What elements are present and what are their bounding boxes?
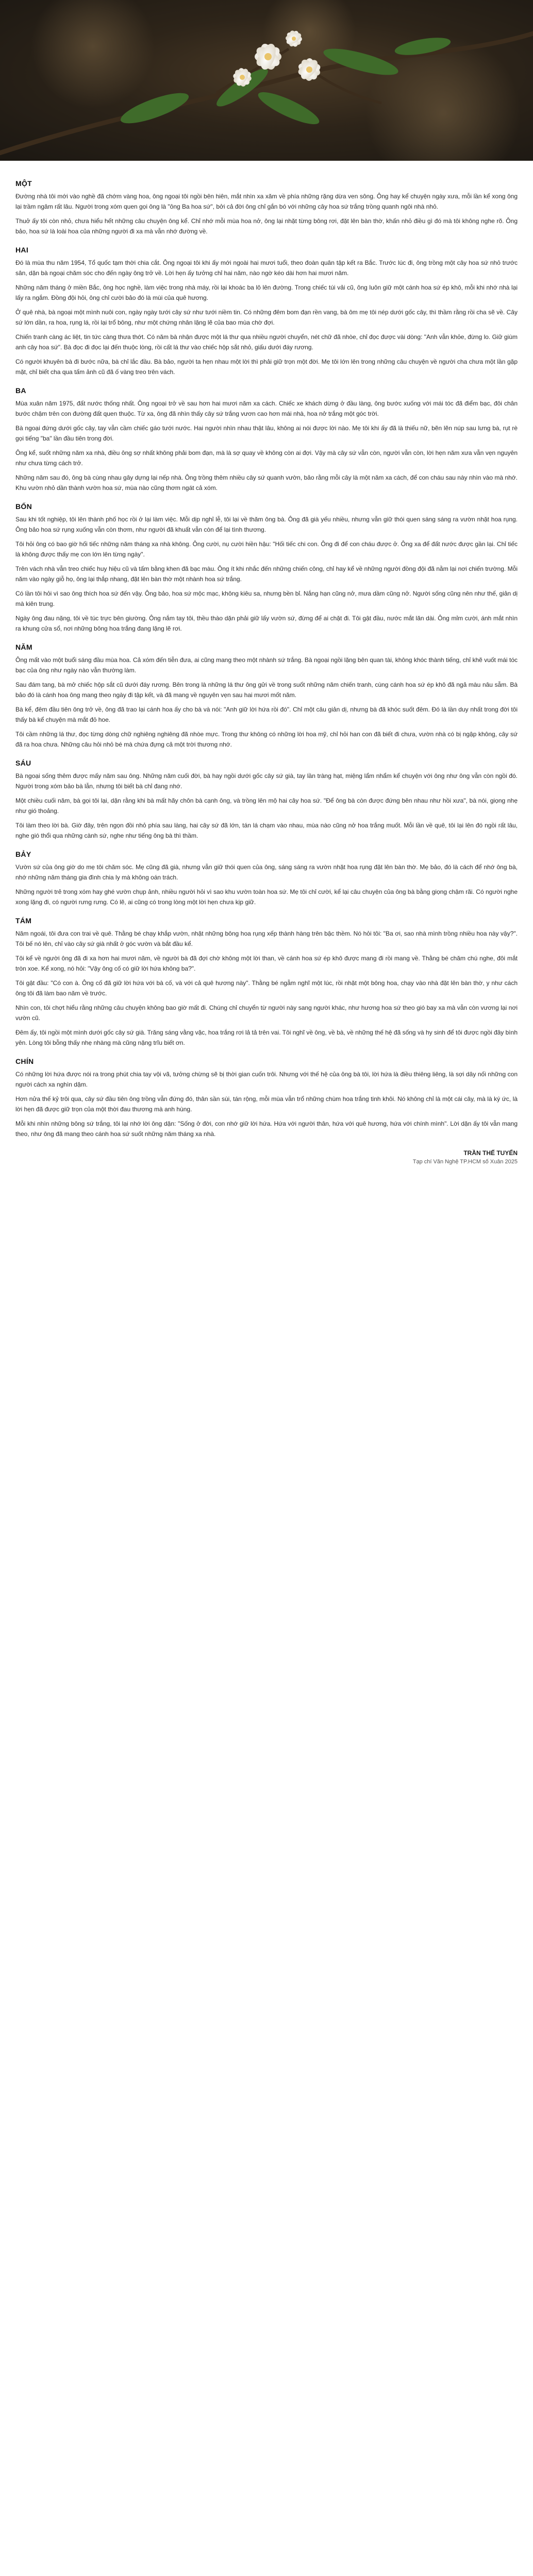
section-heading: MỘT: [15, 179, 32, 188]
article-paragraph: Bà ngoại sống thêm được mấy năm sau ông. Những năm cuối đời, bà hay ngồi dưới gốc cây sứ già, tay lần tràng hạt, miệng lẩm nhẩm kể chuyện với ông như ông vẫn còn ngồi đó. Người trong xóm bảo bà lẫn, nhưng tôi biết bà chỉ đang nhớ.: [15, 772, 518, 790]
article-signature: [15, 1149, 518, 1165]
article-paragraph: Những người trẻ trong xóm hay ghé vườn chụp ảnh, nhiều người hỏi vì sao khu vườn toàn hoa sứ. Mẹ tôi chỉ cười, kể lại câu chuyện của ông bà bằng giọng chậm rãi. Có người nghe xong lặng đi, có người rưng rưng. Có lẽ, ai cũng có trong lòng một lời hẹn chưa kịp giữ.: [15, 888, 518, 906]
section-heading: CHÍN: [15, 1057, 34, 1065]
hero-image: [0, 0, 533, 161]
article-paragraph: Bà kể, đêm đầu tiên ông trở về, ông đã trao lại cánh hoa ấy cho bà và nói: "Anh giữ lời hứa rồi đó". Chỉ một câu giản dị, nhưng bà đã khóc suốt đêm. Đó là lần duy nhất trong đời tôi thấy bà kể chuyện mà mắt đỏ hoe.: [15, 706, 518, 723]
article-paragraph: Những năm sau đó, ông bà cùng nhau gây dựng lại nếp nhà. Ông trồng thêm nhiều cây sứ quanh vườn, bảo rằng mỗi cây là một năm xa cách, để con cháu sau này nhìn vào mà nhớ. Khu vườn nhỏ dần thành vườn hoa sứ, mùa nào cũng thơm ngát cả xóm.: [15, 474, 518, 492]
article-paragraph: Mỗi khi nhìn những bông sứ trắng, tôi lại nhớ lời ông dặn: "Sống ở đời, con nhớ giữ lời hứa. Hứa với người thân, hứa với quê hương, hứa với chính mình". Lời dặn ấy tôi vẫn mang theo, như ông đã mang theo cánh hoa sứ suốt những năm tháng xa nhà.: [15, 1120, 518, 1138]
section-heading: BẢY: [15, 850, 31, 858]
section-heading: HAI: [15, 246, 29, 254]
article-paragraph: Có những lời hứa được nói ra trong phút chia tay vội vã, tưởng chừng sẽ bị thời gian cuốn trôi. Nhưng với thế hệ của ông bà tôi, lời hứa là điều thiêng liêng, là sợi dây nối những con người cách xa nghìn dặm.: [15, 1071, 518, 1088]
article-paragraph: Bà ngoại đứng dưới gốc cây, tay vẫn cầm chiếc gáo tưới nước. Hai người nhìn nhau thật lâu, không ai nói được lời nào. Mẹ tôi khi ấy đã là thiếu nữ, bẽn lẽn núp sau lưng bà, rụt rè gọi tiếng "ba" lần đầu tiên trong đời.: [15, 425, 518, 442]
article-paragraph: Sau đám tang, bà mở chiếc hộp sắt cũ dưới đáy rương. Bên trong là những lá thư ông gửi về trong suốt những năm chiến tranh, cùng cánh hoa sứ ép khô đã ngả màu nâu sẫm. Bà bảo đó là cánh hoa ông mang theo ngày đi tập kết, và đã mang về nguyên vẹn sau hai mươi mốt năm.: [15, 681, 518, 699]
article-paragraph: Có người khuyên bà đi bước nữa, bà chỉ lắc đầu. Bà bảo, người ta hẹn nhau một lời thì phải giữ trọn một đời. Mẹ tôi lớn lên trong những câu chuyện về người cha chưa một lần gặp mặt, chỉ biết cha qua tấm ảnh cũ đã ố vàng treo trên vách.: [15, 358, 518, 376]
article-paragraph: Tôi hỏi ông có bao giờ hối tiếc những năm tháng xa nhà không. Ông cười, nụ cười hiền hậu: "Hối tiếc chi con. Ông đi để con cháu được ở. Ông xa để đất nước được gần lại. Chỉ tiếc là không được thấy mẹ con lớn lên từng ngày".: [15, 540, 518, 558]
article-paragraph: Đó là mùa thu năm 1954, Tổ quốc tạm thời chia cắt. Ông ngoại tôi khi ấy mới ngoài hai mươi tuổi, theo đoàn quân tập kết ra Bắc. Trước lúc đi, ông trồng một cây hoa sứ nhỏ trước sân, dặn bà ngoại chăm sóc cho đến ngày ông trở về. Lời hẹn ấy tưởng chỉ hai năm, nào ngờ kéo dài hơn hai mươi năm.: [15, 259, 518, 277]
article-paragraph: Những năm tháng ở miền Bắc, ông học nghề, làm việc trong nhà máy, rồi lại khoác ba lô lên đường. Trong chiếc túi vải cũ, ông luôn giữ một cánh hoa sứ ép khô, mỗi khi nhớ nhà lại lấy ra ngắm. Đồng đội hỏi, ông chỉ cười bảo đó là mùi của quê hương.: [15, 284, 518, 301]
section-heading: BA: [15, 386, 26, 395]
section-heading: TÁM: [15, 917, 32, 925]
article-paragraph: Tôi gật đầu: "Có con à. Ông cố đã giữ lời hứa với bà cố, và với cả quê hương này". Thằng bé ngẫm nghĩ một lúc, rồi nhặt một bông hoa, chạy vào nhà đặt lên bàn thờ, y như cách ông tôi đã làm bao năm về trước.: [15, 979, 518, 997]
section-heading: BỐN: [15, 502, 32, 511]
article-paragraph: Ở quê nhà, bà ngoại một mình nuôi con, ngày ngày tưới cây sứ như tưới niềm tin. Có những đêm bom đạn rền vang, bà ôm mẹ tôi nép dưới gốc cây, thì thầm rằng rồi cha sẽ về. Cây sứ lớn dần, ra hoa, rụng lá, rồi lại trổ bông, như một chứng nhân lặng lẽ của bao mùa chờ đợi.: [15, 309, 518, 326]
article-body: [15, 161, 518, 1165]
article-paragraph: Tôi kể về người ông đã đi xa hơn hai mươi năm, về người bà đã đợi chờ không một lời than, về cánh hoa sứ ép khô được mang đi rồi mang về. Thằng bé chăm chú nghe, đôi mắt tròn xoe. Kể xong, nó hỏi: "Vậy ông cố có giữ lời hứa không ba?".: [15, 955, 518, 972]
author-name: TRẦN THẾ TUYỂN: [463, 1149, 518, 1157]
article-paragraph: Vườn sứ của ông giờ do mẹ tôi chăm sóc. Mẹ cũng đã già, nhưng vẫn giữ thói quen của ông, sáng sáng ra vườn nhặt hoa rụng đặt lên bàn thờ. Mẹ bảo, đó là cách để nhớ ông bà, nhớ những năm tháng gia đình chia ly mà không oán trách.: [15, 863, 518, 881]
article-paragraph: Tôi cầm những lá thư, đọc từng dòng chữ nghiêng nghiêng đã nhòe mực. Trong thư không có những lời hoa mỹ, chỉ hỏi han con đã biết đi chưa, vườn nhà có bị ngập không, cây sứ đã ra hoa chưa. Những câu hỏi nhỏ bé mà chứa đựng cả một trời thương nhớ.: [15, 731, 518, 748]
article-paragraph: Ông mất vào một buổi sáng đầu mùa hoa. Cả xóm đến tiễn đưa, ai cũng mang theo một nhành sứ trắng. Bà ngoại ngồi lặng bên quan tài, không khóc thành tiếng, chỉ khẽ vuốt mái tóc bạc của ông như ngày nào vẫn thường làm.: [15, 656, 518, 674]
article-paragraph: Sau khi tốt nghiệp, tôi lên thành phố học rồi ở lại làm việc. Mỗi dịp nghỉ lễ, tôi lại về thăm ông bà. Ông đã già yếu nhiều, nhưng vẫn giữ thói quen sáng sáng ra vườn nhặt hoa rụng. Ông bảo hoa sứ rụng xuống vẫn còn thơm, như người đã khuất vẫn còn để lại tình thương.: [15, 516, 518, 533]
article-paragraph: Năm ngoái, tôi đưa con trai về quê. Thằng bé chạy khắp vườn, nhặt những bông hoa rụng xếp thành hàng trên bậc thềm. Nó hỏi tôi: "Ba ơi, sao nhà mình trồng nhiều hoa này vậy?". Tôi bế nó lên, chỉ vào cây sứ già nhất ở góc vườn và bắt đầu kể.: [15, 930, 518, 947]
article-paragraph: Đêm ấy, tôi ngồi một mình dưới gốc cây sứ già. Trăng sáng vằng vặc, hoa trắng rơi lả tả trên vai. Tôi nghĩ về ông, về bà, về những thế hệ đã sống và hy sinh để tôi được ngồi đây bình yên. Lòng tôi bỗng thấy nhẹ nhàng mà cũng nặng trĩu biết ơn.: [15, 1029, 518, 1046]
white-flowers-illustration: [0, 0, 533, 161]
section-heading: NĂM: [15, 643, 32, 651]
article-paragraph: Chiến tranh càng ác liệt, tin tức càng thưa thớt. Có năm bà nhận được một lá thư qua nhiều người chuyển, nét chữ đã nhòe, chỉ đọc được vài dòng: "Anh vẫn khỏe, đừng lo. Giữ giùm anh cây hoa sứ". Bà đọc đi đọc lại đến thuộc lòng, rồi cất lá thư vào chiếc hộp sắt nhỏ, giấu dưới đáy rương.: [15, 333, 518, 351]
article-paragraph: Có lần tôi hỏi vì sao ông thích hoa sứ đến vậy. Ông bảo, hoa sứ mộc mạc, không kiêu sa, nhưng bền bỉ. Nắng hạn cũng nở, mưa dầm cũng nở. Người sống cũng nên như thế, giản dị mà kiên trung.: [15, 590, 518, 607]
section-heading: SÁU: [15, 759, 31, 767]
article-paragraph: Một chiều cuối năm, bà gọi tôi lại, dặn rằng khi bà mất hãy chôn bà cạnh ông, và trồng lên mộ hai cây hoa sứ. "Để ông bà còn được đứng bên nhau như hồi xưa", bà nói, giọng nhẹ như gió thoảng.: [15, 797, 518, 815]
article-paragraph: Đường nhà tôi mới vào nghề đã chớm vàng hoa, ông ngoại tôi ngồi bên hiên, mắt nhìn xa xăm về phía những rặng dừa ven sông. Ông hay kể chuyện ngày xưa, mỗi lần kể xong ông lại trầm ngâm rất lâu. Người trong xóm quen gọi ông là "ông Ba hoa sứ", bởi cả đời ông chỉ gắn bó với những cây hoa sứ trắng trồng quanh ngôi nhà nhỏ.: [15, 193, 518, 210]
article-paragraph: Tôi làm theo lời bà. Giờ đây, trên ngọn đồi nhỏ phía sau làng, hai cây sứ đã lớn, tán lá chạm vào nhau, mùa nào cũng nở hoa trắng muốt. Mỗi lần về quê, tôi lại lên đó ngồi rất lâu, nghe gió thổi qua những cành sứ, nghe như tiếng ông bà thì thầm.: [15, 822, 518, 839]
article-paragraph: Trên vách nhà vẫn treo chiếc huy hiệu cũ và tấm bằng khen đã bạc màu. Ông ít khi nhắc đến những chiến công, chỉ hay kể về những người đồng đội đã nằm lại nơi chiến trường. Mỗi năm vào ngày giỗ họ, ông lại thắp nhang, đặt lên bàn thờ một nhành hoa sứ trắng.: [15, 565, 518, 583]
article-paragraph: Nhìn con, tôi chợt hiểu rằng những câu chuyện không bao giờ mất đi. Chúng chỉ chuyển từ người này sang người khác, như hương hoa sứ theo gió bay xa mà vẫn còn vương lại nơi vườn cũ.: [15, 1004, 518, 1022]
article-source: Tạp chí Văn Nghệ TP.HCM số Xuân 2025: [412, 1159, 518, 1165]
article-paragraph: Ông kể, suốt những năm xa nhà, điều ông sợ nhất không phải bom đạn, mà là sợ quay về không còn ai đợi. Vậy mà cây sứ vẫn còn, người vẫn còn, lời hẹn năm xưa vẫn vẹn nguyên như chưa từng cách trở.: [15, 449, 518, 467]
article-paragraph: Hơn nửa thế kỷ trôi qua, cây sứ đầu tiên ông trồng vẫn đứng đó, thân sần sùi, tán rộng, mỗi mùa vẫn trổ những chùm hoa trắng tinh khôi. Nó không chỉ là một cái cây, mà là ký ức, là lời hẹn đã được giữ trọn của một thời đau thương mà anh hùng.: [15, 1095, 518, 1113]
article-paragraph: Ngày ông đau nặng, tôi về túc trực bên giường. Ông nắm tay tôi, thều thào dặn phải giữ lấy vườn sứ, đừng để ai chặt đi. Tôi gật đầu, nước mắt lăn dài. Ông mỉm cười, ánh mắt nhìn ra khung cửa sổ, nơi những bông hoa trắng đang lặng lẽ rơi.: [15, 615, 518, 632]
article-paragraph: Thuở ấy tôi còn nhỏ, chưa hiểu hết những câu chuyện ông kể. Chỉ nhớ mỗi mùa hoa nở, ông lại nhặt từng bông rơi, đặt lên bàn thờ, khấn nhỏ điều gì đó mà tôi không nghe rõ. Ông bảo, hoa sứ là loài hoa của những người đi xa mà vẫn nhớ đường về.: [15, 217, 518, 235]
article-paragraph: Mùa xuân năm 1975, đất nước thống nhất. Ông ngoại trở về sau hơn hai mươi năm xa cách. Chiếc xe khách dừng ở đầu làng, ông bước xuống với mái tóc đã điểm bạc, đôi chân bước chậm trên con đường đất quen thuộc. Từ xa, ông đã nhìn thấy cây sứ trắng vươn cao hơn mái nhà, hoa nở trắng một góc trời.: [15, 400, 518, 417]
